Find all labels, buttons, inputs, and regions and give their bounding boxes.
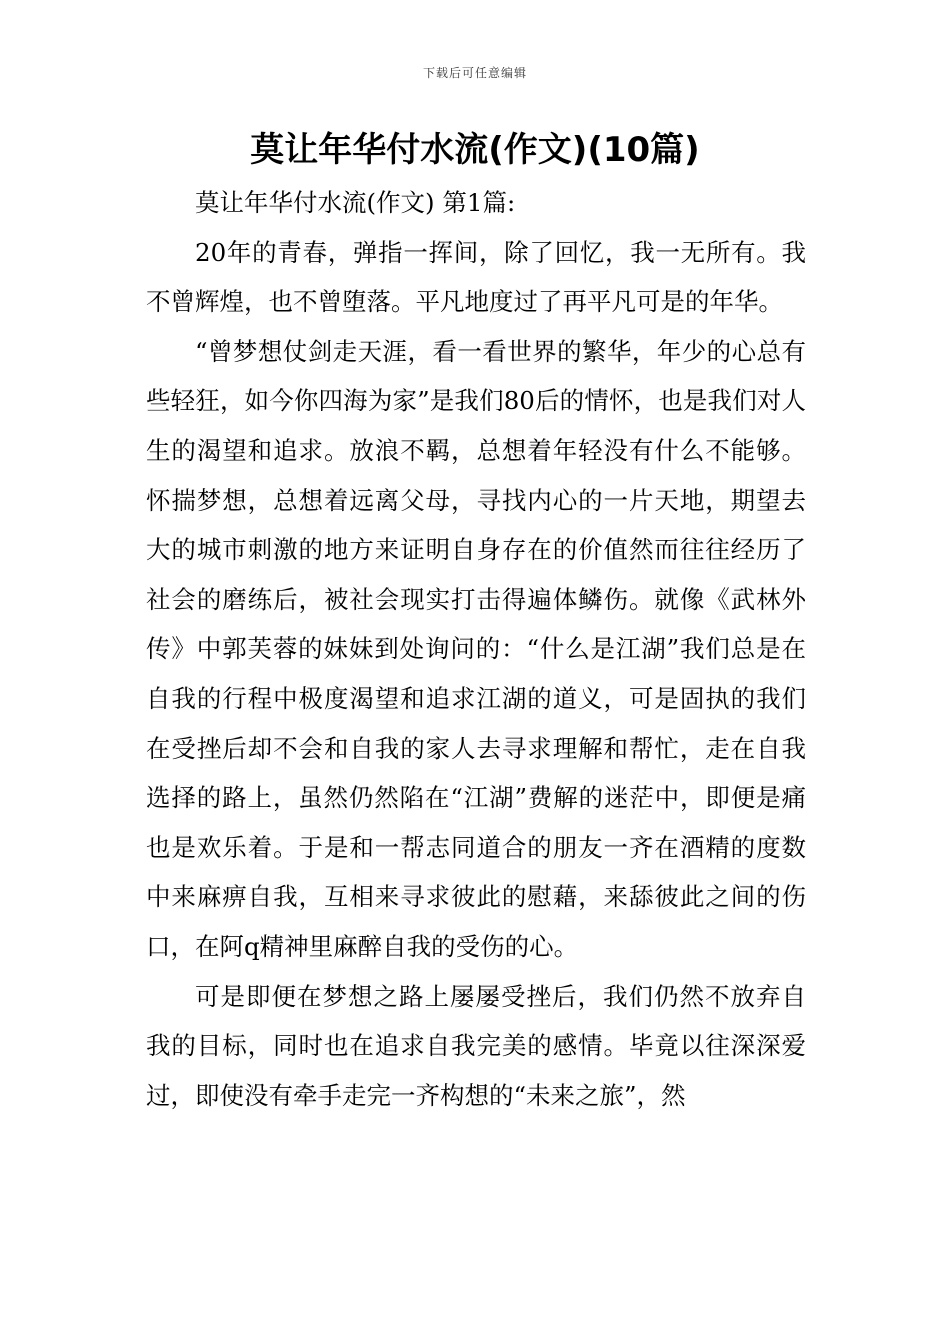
page-header: 下载后可任意编辑 — [422, 66, 527, 80]
document-title: 莫让年华付水流(作文)(10篇) — [250, 130, 700, 170]
document-body — [146, 178, 806, 1120]
paragraph-1: 20年的青春，弹指一挥间，除了回忆，我一无所有。我不曾辉煌，也不曾堕落。平凡地度过了再平凡可是的年华。 — [146, 237, 806, 317]
paragraph-3: 可是即便在梦想之路上屡屡受挫后，我们仍然不放弃自我的目标，同时也在追求自我完美的感情。毕竟以往深深爱过，即使没有牵手走完一齐构想的“未来之旅”，然 — [146, 981, 806, 1110]
section-subtitle: 莫让年华付水流(作文) 第1篇: — [195, 188, 516, 217]
paragraph-2: “曾梦想仗剑走天涯，看一看世界的繁华，年少的心总有些轻狂，如今你四海为家”是我们80后的情怀，也是我们对人生的渴望和追求。放浪不羁，总想着年轻没有什么不能够。怀揣梦想，总想着远离父母，寻找内心的一片天地，期望去大的城市刺激的地方来证明自身存在的价值然而往往经历了社会的磨练后，被社会现实打击得遍体鳞伤。就像《武林外传》中郭芙蓉的妹妹到处询问的：“什么是江湖”我们总是在自我的行程中极度渴望和追求江湖的道义，可是固执的我们在受挫后却不会和自我的家人去寻求理解和帮忙，走在自我选择的路上，虽然仍然陷在“江湖”费解的迷茫中，即便是痛也是欢乐着。于是和一帮志同道合的朋友一齐在酒精的度数中来麻痹自我，互相来寻求彼此的慰藉，来舔彼此之间的伤口，在阿q精神里麻醉自我的受伤的心。 — [146, 336, 806, 961]
